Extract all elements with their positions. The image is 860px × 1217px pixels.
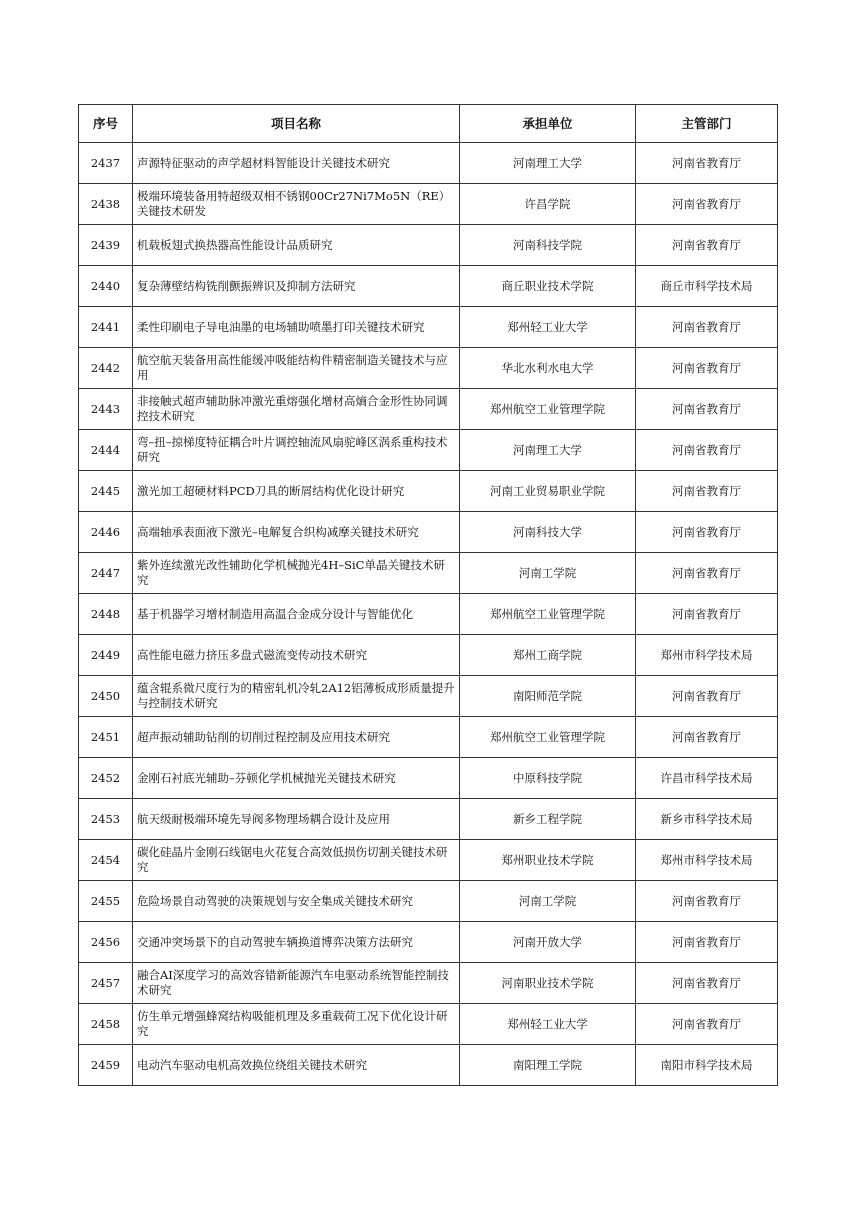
cell-unit: 郑州航空工业管理学院: [460, 717, 636, 758]
table-row: [79, 840, 778, 881]
cell-unit: 郑州轻工业大学: [460, 307, 636, 348]
cell-dept: 河南省教育厅: [636, 307, 778, 348]
cell-num: 2439: [79, 225, 133, 266]
cell-project-name: 极端环境装备用特超级双相不锈钢00Cr27Ni7Mo5N（RE）关键技术研发: [133, 184, 460, 225]
table-row: [79, 881, 778, 922]
cell-project-name: 声源特征驱动的声学超材料智能设计关键技术研究: [133, 143, 460, 184]
cell-project-name: 仿生单元增强蜂窝结构吸能机理及多重载荷工况下优化设计研究: [133, 1004, 460, 1045]
cell-num: 2446: [79, 512, 133, 553]
cell-unit: 郑州职业技术学院: [460, 840, 636, 881]
table-row: [79, 553, 778, 594]
cell-unit: 南阳师范学院: [460, 676, 636, 717]
cell-num: 2440: [79, 266, 133, 307]
cell-dept: 河南省教育厅: [636, 225, 778, 266]
cell-dept: 河南省教育厅: [636, 143, 778, 184]
table-row: [79, 389, 778, 430]
cell-project-name: 电动汽车驱动电机高效换位绕组关键技术研究: [133, 1045, 460, 1086]
cell-dept: 河南省教育厅: [636, 512, 778, 553]
cell-dept: 河南省教育厅: [636, 430, 778, 471]
cell-num: 2451: [79, 717, 133, 758]
cell-num: 2437: [79, 143, 133, 184]
cell-dept: 河南省教育厅: [636, 717, 778, 758]
cell-num: 2453: [79, 799, 133, 840]
cell-project-name: 高端轴承表面液下激光–电解复合织构减摩关键技术研究: [133, 512, 460, 553]
cell-project-name: 航天级耐极端环境先导阀多物理场耦合设计及应用: [133, 799, 460, 840]
cell-project-name: 蕴含辊系微尺度行为的精密轧机冷轧2A12铝薄板成形质量提升与控制技术研究: [133, 676, 460, 717]
cell-unit: 郑州轻工业大学: [460, 1004, 636, 1045]
cell-num: 2454: [79, 840, 133, 881]
table-row: [79, 512, 778, 553]
cell-unit: 中原科技学院: [460, 758, 636, 799]
cell-project-name: 超声振动辅助钻削的切削过程控制及应用技术研究: [133, 717, 460, 758]
table-row: [79, 1004, 778, 1045]
table-row: [79, 184, 778, 225]
cell-dept: 郑州市科学技术局: [636, 840, 778, 881]
cell-unit: 郑州工商学院: [460, 635, 636, 676]
cell-num: 2458: [79, 1004, 133, 1045]
table-row: [79, 922, 778, 963]
cell-unit: 河南开放大学: [460, 922, 636, 963]
cell-dept: 河南省教育厅: [636, 348, 778, 389]
cell-num: 2455: [79, 881, 133, 922]
table-row: [79, 594, 778, 635]
table-row: [79, 758, 778, 799]
cell-project-name: 机载板翅式换热器高性能设计品质研究: [133, 225, 460, 266]
cell-unit: 南阳理工学院: [460, 1045, 636, 1086]
cell-dept: 河南省教育厅: [636, 471, 778, 512]
cell-dept: 河南省教育厅: [636, 963, 778, 1004]
header-num: 序号: [79, 105, 133, 143]
project-table: [78, 104, 778, 1086]
cell-dept: 南阳市科学技术局: [636, 1045, 778, 1086]
cell-dept: 河南省教育厅: [636, 922, 778, 963]
cell-dept: 商丘市科学技术局: [636, 266, 778, 307]
cell-dept: 河南省教育厅: [636, 594, 778, 635]
cell-project-name: 激光加工超硬材料PCD刀具的断屑结构优化设计研究: [133, 471, 460, 512]
cell-dept: 新乡市科学技术局: [636, 799, 778, 840]
cell-dept: 许昌市科学技术局: [636, 758, 778, 799]
cell-dept: 郑州市科学技术局: [636, 635, 778, 676]
cell-project-name: 交通冲突场景下的自动驾驶车辆换道博弈决策方法研究: [133, 922, 460, 963]
cell-project-name: 金刚石衬底光辅助–芬顿化学机械抛光关键技术研究: [133, 758, 460, 799]
cell-unit: 河南工学院: [460, 881, 636, 922]
cell-num: 2444: [79, 430, 133, 471]
cell-project-name: 非接触式超声辅助脉冲激光重熔强化增材高熵合金形性协同调控技术研究: [133, 389, 460, 430]
table-row: [79, 471, 778, 512]
table-row: [79, 307, 778, 348]
cell-unit: 河南科技大学: [460, 512, 636, 553]
cell-unit: 河南科技学院: [460, 225, 636, 266]
cell-project-name: 弯–扭–掠梯度特征耦合叶片调控轴流风扇驼峰区涡系重构技术研究: [133, 430, 460, 471]
cell-num: 2447: [79, 553, 133, 594]
cell-dept: 河南省教育厅: [636, 881, 778, 922]
table-row: [79, 143, 778, 184]
cell-dept: 河南省教育厅: [636, 184, 778, 225]
header-name: 项目名称: [133, 105, 460, 143]
cell-project-name: 基于机器学习增材制造用高温合金成分设计与智能优化: [133, 594, 460, 635]
header-row: [79, 105, 778, 143]
cell-unit: 郑州航空工业管理学院: [460, 389, 636, 430]
cell-dept: 河南省教育厅: [636, 389, 778, 430]
cell-num: 2438: [79, 184, 133, 225]
table-row: [79, 963, 778, 1004]
cell-project-name: 紫外连续激光改性辅助化学机械抛光4H–SiC单晶关键技术研究: [133, 553, 460, 594]
table-header: [79, 105, 778, 143]
cell-unit: 华北水利水电大学: [460, 348, 636, 389]
table-row: [79, 348, 778, 389]
cell-dept: 河南省教育厅: [636, 1004, 778, 1045]
cell-unit: 河南职业技术学院: [460, 963, 636, 1004]
cell-num: 2442: [79, 348, 133, 389]
cell-dept: 河南省教育厅: [636, 676, 778, 717]
cell-num: 2445: [79, 471, 133, 512]
cell-unit: 河南理工大学: [460, 143, 636, 184]
header-unit: 承担单位: [460, 105, 636, 143]
cell-num: 2452: [79, 758, 133, 799]
table-row: [79, 635, 778, 676]
cell-num: 2448: [79, 594, 133, 635]
cell-unit: 河南工学院: [460, 553, 636, 594]
cell-unit: 许昌学院: [460, 184, 636, 225]
table-body: [79, 143, 778, 1086]
cell-num: 2459: [79, 1045, 133, 1086]
table-row: [79, 1045, 778, 1086]
cell-unit: 河南工业贸易职业学院: [460, 471, 636, 512]
table-row: [79, 676, 778, 717]
cell-num: 2449: [79, 635, 133, 676]
table-row: [79, 430, 778, 471]
cell-project-name: 复杂薄壁结构铣削颤振辨识及抑制方法研究: [133, 266, 460, 307]
table-row: [79, 717, 778, 758]
cell-num: 2456: [79, 922, 133, 963]
cell-unit: 新乡工程学院: [460, 799, 636, 840]
cell-project-name: 危险场景自动驾驶的决策规划与安全集成关键技术研究: [133, 881, 460, 922]
header-dept: 主管部门: [636, 105, 778, 143]
cell-project-name: 融合AI深度学习的高效容错新能源汽车电驱动系统智能控制技术研究: [133, 963, 460, 1004]
cell-project-name: 高性能电磁力挤压多盘式磁流变传动技术研究: [133, 635, 460, 676]
cell-num: 2457: [79, 963, 133, 1004]
table-row: [79, 799, 778, 840]
cell-unit: 郑州航空工业管理学院: [460, 594, 636, 635]
cell-unit: 商丘职业技术学院: [460, 266, 636, 307]
cell-project-name: 航空航天装备用高性能缓冲吸能结构件精密制造关键技术与应用: [133, 348, 460, 389]
cell-project-name: 碳化硅晶片金刚石线锯电火花复合高效低损伤切割关键技术研究: [133, 840, 460, 881]
table-row: [79, 266, 778, 307]
cell-num: 2441: [79, 307, 133, 348]
cell-num: 2443: [79, 389, 133, 430]
cell-num: 2450: [79, 676, 133, 717]
cell-project-name: 柔性印刷电子导电油墨的电场辅助喷墨打印关键技术研究: [133, 307, 460, 348]
cell-dept: 河南省教育厅: [636, 553, 778, 594]
table-row: [79, 225, 778, 266]
cell-unit: 河南理工大学: [460, 430, 636, 471]
